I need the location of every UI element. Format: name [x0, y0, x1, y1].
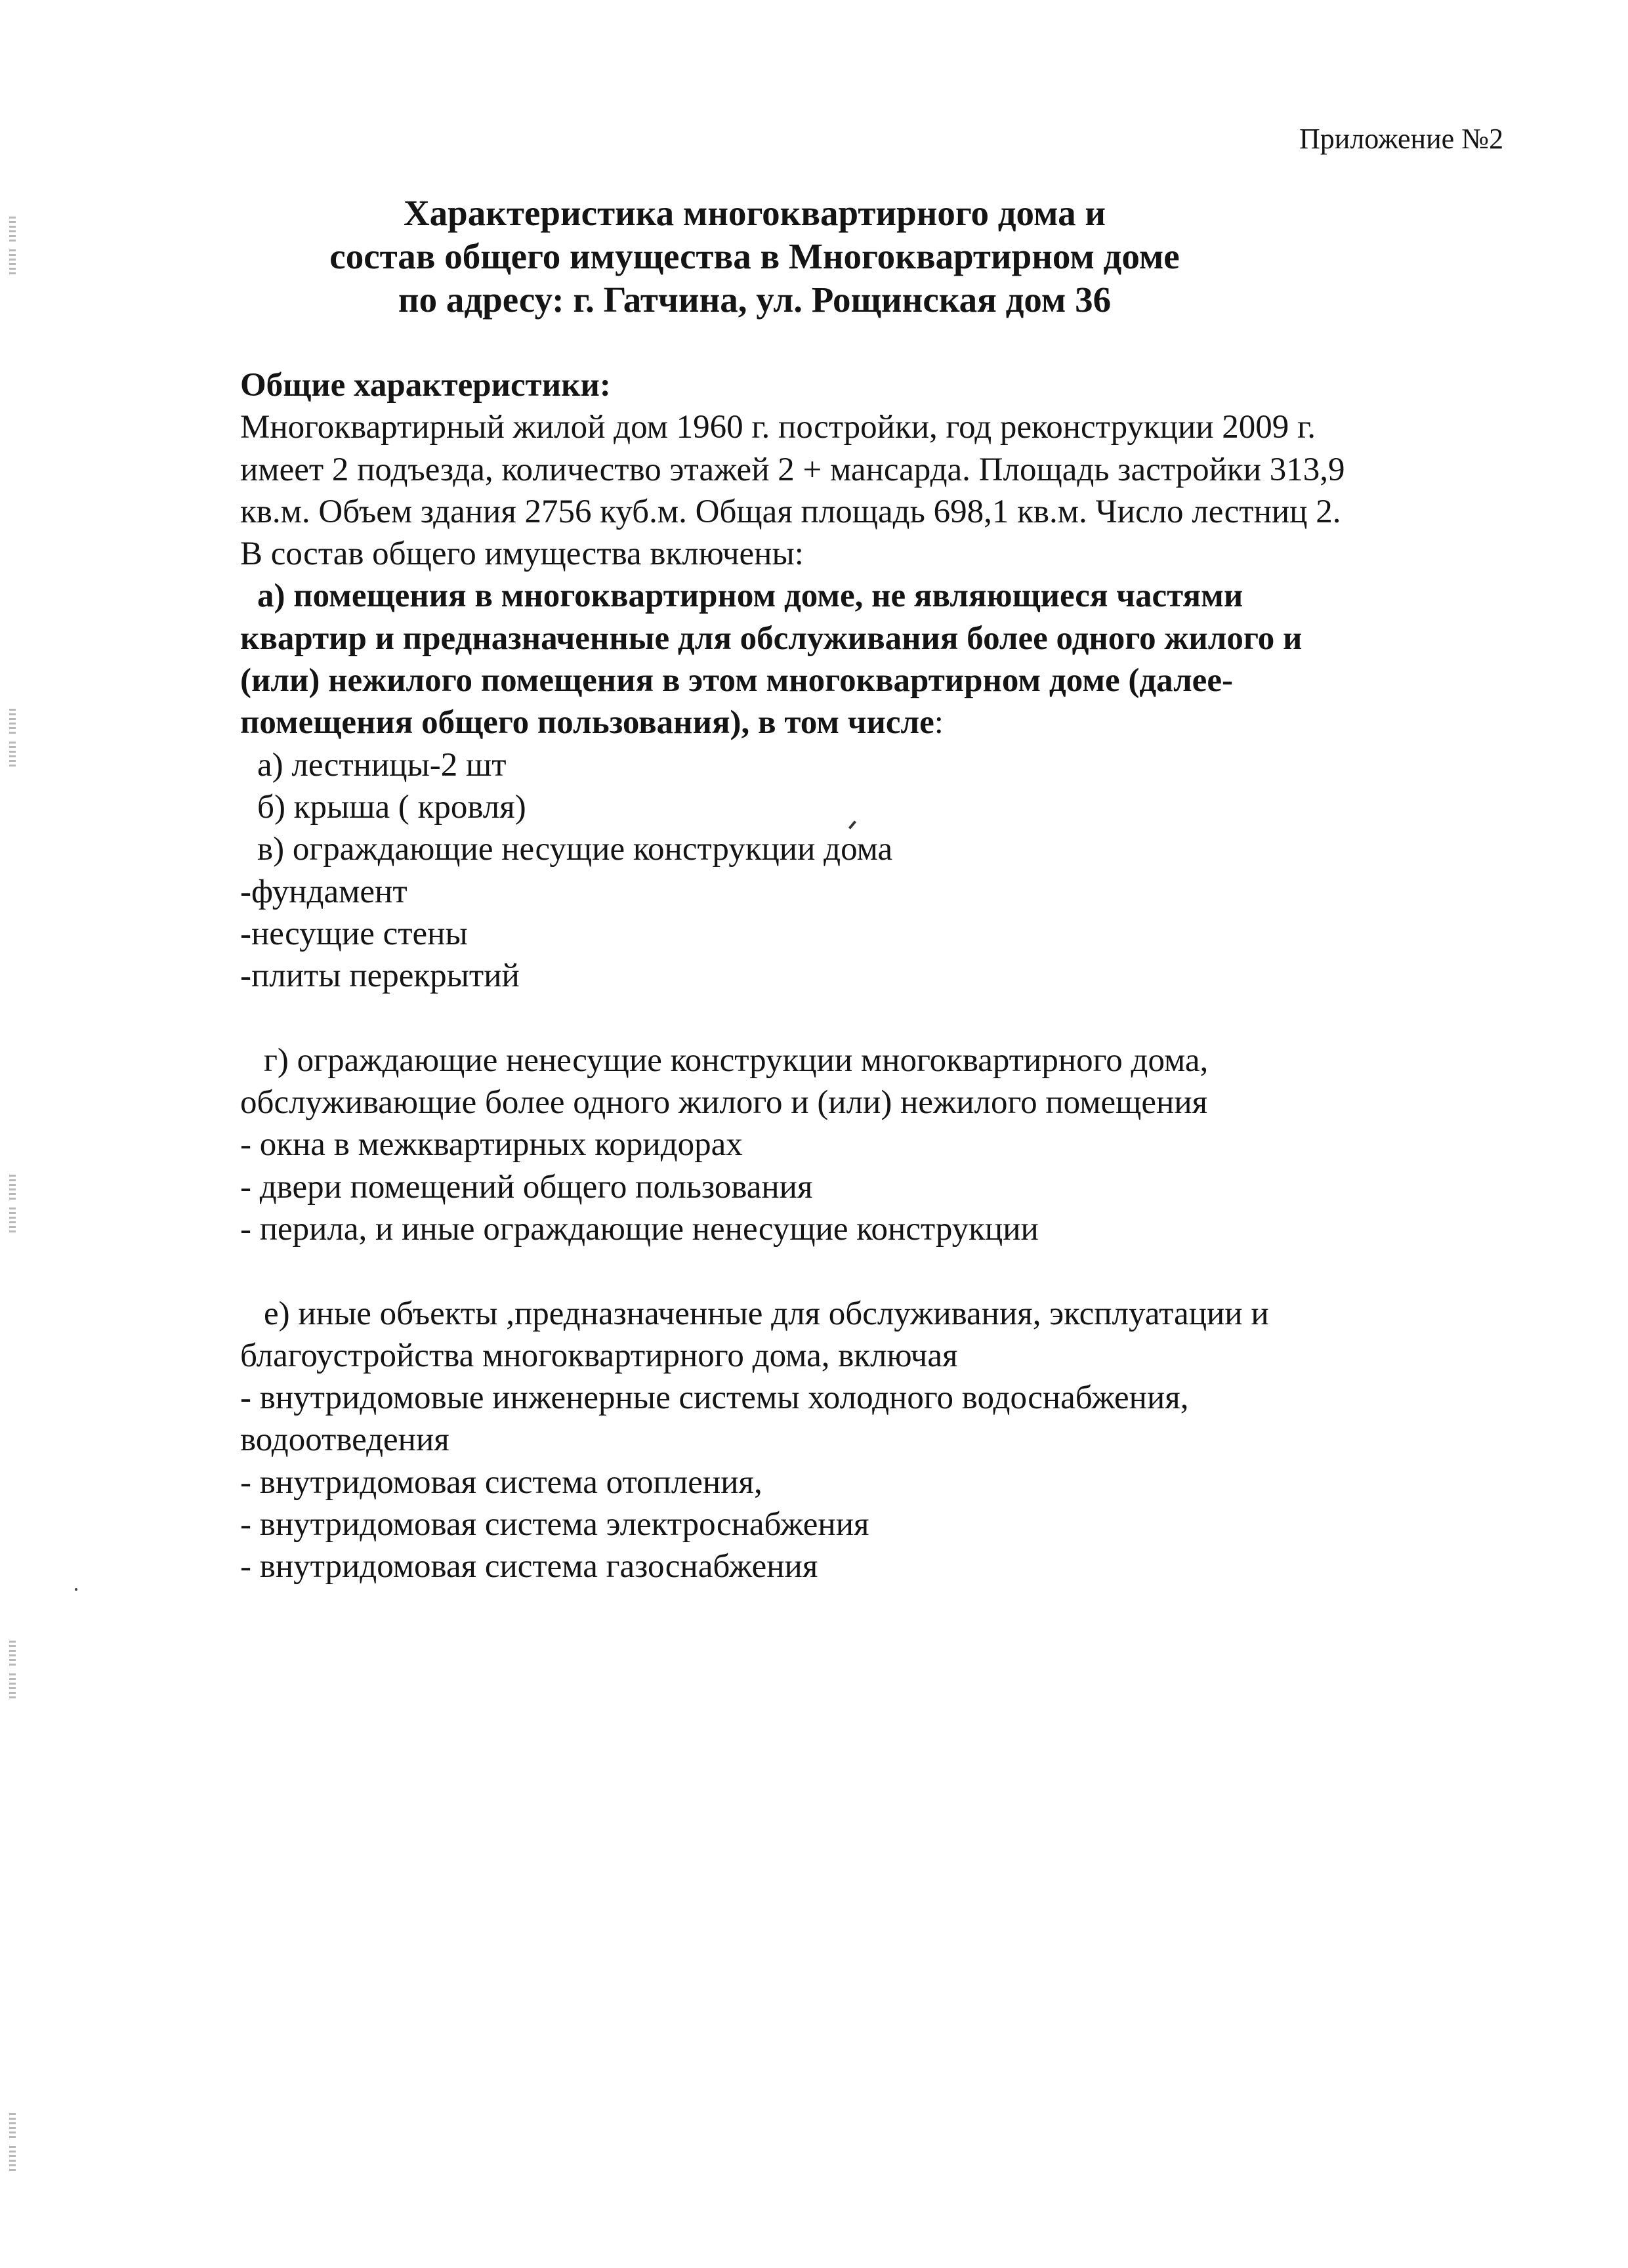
spacer [240, 997, 1513, 1039]
section-a-heading-line: (или) нежилого помещения в этом многоквартирном доме (далее- [240, 662, 1233, 700]
section-a-heading-line: квартир и предназначенные для обслуживания более одного жилого и [240, 620, 1303, 657]
section-a-item: б) крыша ( кровля) [257, 788, 526, 826]
general-line: В состав общего имущества включены: [240, 536, 804, 573]
section-a-item: в) ограждающие несущие конструкции дома [257, 831, 893, 868]
section-e-line: - внутридомовая система газоснабжения [240, 1548, 818, 1586]
document-title [197, 192, 1312, 322]
section-a-item: а) лестницы-2 шт [257, 746, 507, 784]
scan-mark [9, 249, 16, 276]
scan-mark [9, 1673, 16, 1700]
scan-mark [9, 2113, 16, 2139]
general-line: имеет 2 подъезда, количество этажей 2 + мансарда. Площадь застройки 313,9 [240, 451, 1345, 488]
general-line: кв.м. Объем здания 2756 куб.м. Общая площадь 698,1 кв.м. Число лестниц 2. [240, 493, 1341, 530]
scan-mark [9, 709, 16, 735]
section-a-heading-last-line [240, 702, 1513, 744]
section-a-heading-line: а) помещения в многоквартирном доме, не являющиеся частями [257, 578, 1243, 615]
scanner-edge-marks [9, 0, 18, 2268]
scan-mark [9, 1641, 16, 1667]
section-a-heading-bold: помещения общего пользования), в том числе [240, 704, 934, 742]
document-body [240, 364, 1513, 1588]
general-line: Многоквартирный жилой дом 1960 г. постройки, год реконструкции 2009 г. [240, 409, 1316, 446]
section-a-heading-colon: : [934, 704, 944, 742]
section-e-line: е) иные объекты ,предназначенные для обслуживания, эксплуатации и [264, 1295, 1269, 1332]
section-g-line: г) ограждающие ненесущие конструкции многоквартирного дома, [264, 1041, 1209, 1079]
section-e-line: - внутридомовые инженерные системы холодного водоснабжения, [240, 1379, 1189, 1417]
scan-speck [75, 1588, 77, 1591]
section-e-line: водоотведения [240, 1421, 449, 1459]
section-a-subitem: -плиты перекрытий [240, 957, 520, 995]
section-e-line: благоустройства многоквартирного дома, включая [240, 1337, 958, 1374]
title-line: Характеристика многоквартирного дома и [403, 193, 1106, 233]
section-g-line: - перила, и иные ограждающие ненесущие конструкции [240, 1210, 1039, 1248]
section-a-subitem: -несущие стены [240, 915, 468, 952]
scan-mark [9, 742, 16, 768]
scan-mark [9, 1175, 16, 1201]
spacer [240, 1250, 1513, 1292]
general-heading: Общие характеристики: [240, 367, 611, 404]
scan-mark [9, 2146, 16, 2172]
appendix-label: Приложение №2 [1299, 123, 1504, 155]
section-g-line: - двери помещений общего пользования [240, 1168, 813, 1206]
section-g-line: - окна в межквартирных коридорах [240, 1126, 743, 1164]
section-e-line: - внутридомовая система отопления, [240, 1463, 762, 1501]
section-g-line: обслуживающие более одного жилого и (или) нежилого помещения [240, 1084, 1208, 1122]
title-line: состав общего имущества в Многоквартирном доме [329, 236, 1180, 276]
section-e-line: - внутридомовая система электроснабжения [240, 1506, 869, 1544]
section-a-subitem: -фундамент [240, 873, 407, 910]
title-line: по адресу: г. Гатчина, ул. Рощинская дом 36 [398, 280, 1112, 320]
scan-mark [9, 1208, 16, 1234]
scan-mark [9, 217, 16, 243]
